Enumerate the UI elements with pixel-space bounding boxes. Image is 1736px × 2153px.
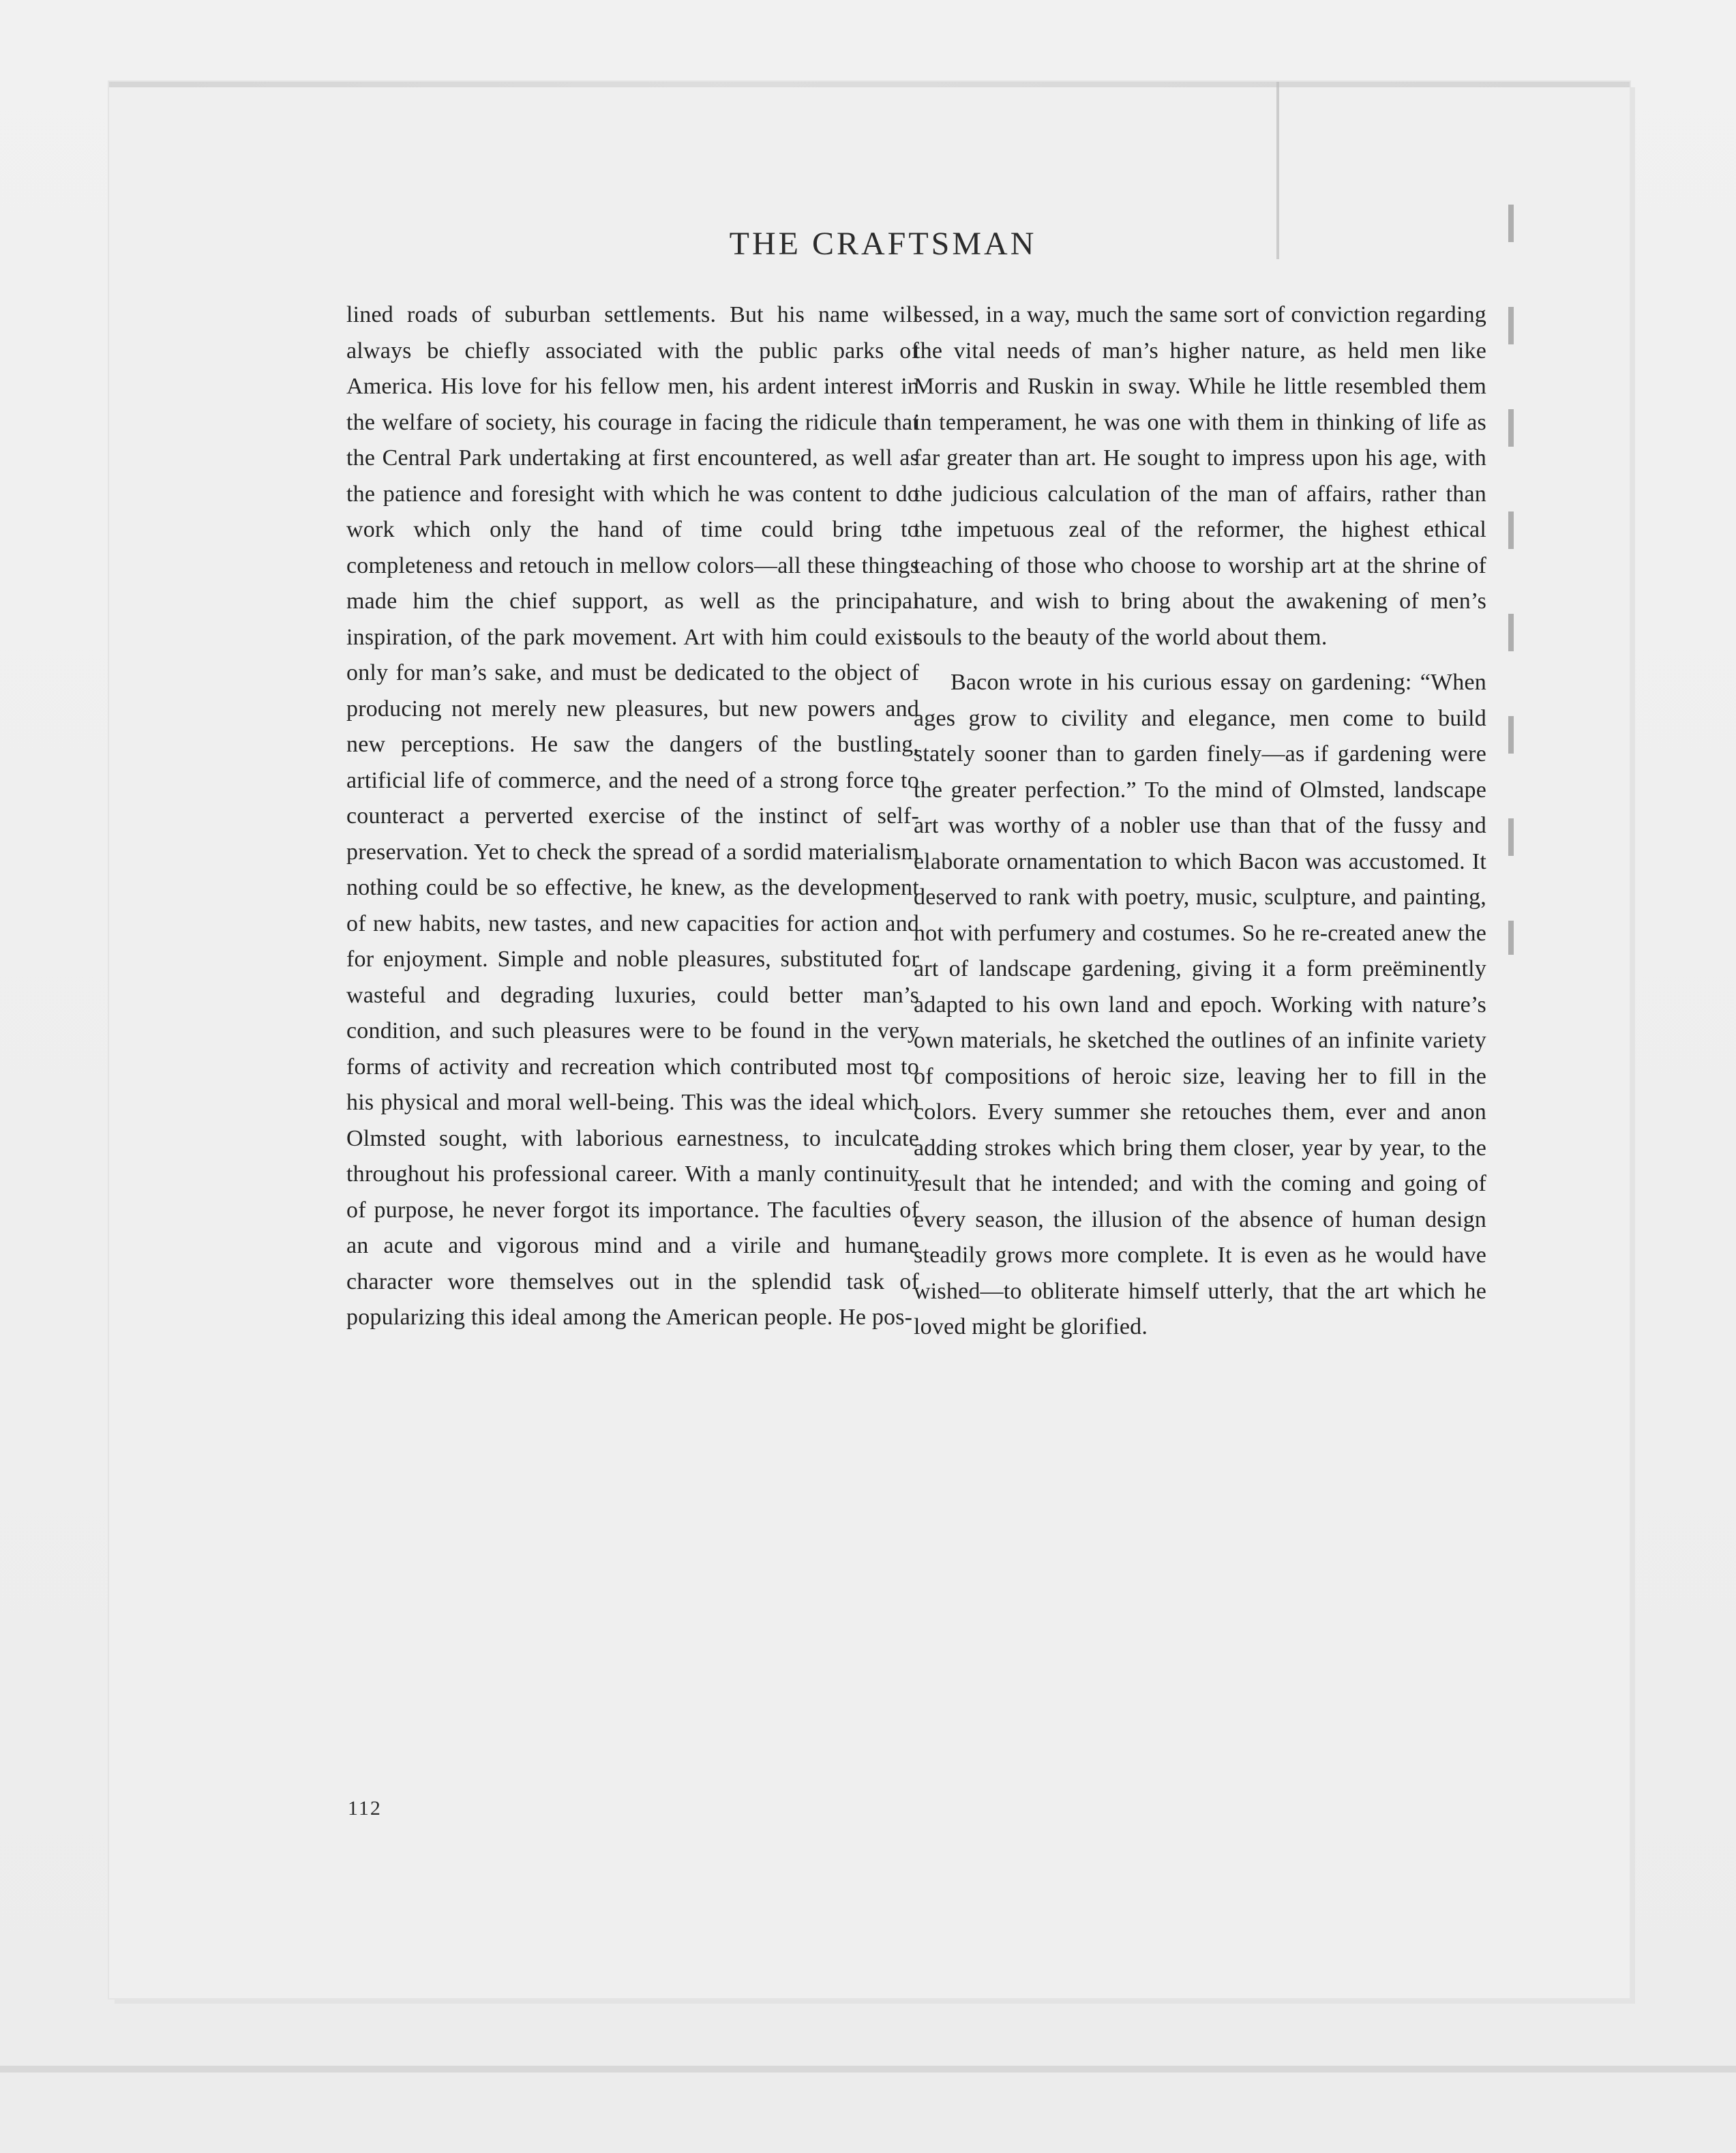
paper-crease <box>1276 82 1279 259</box>
edge-marks <box>1508 205 1514 955</box>
top-paper-edge <box>109 82 1630 87</box>
left-column <box>346 297 919 1736</box>
page-number: 112 <box>348 1797 382 1820</box>
running-head: THE CRAFTSMAN <box>729 226 1037 262</box>
right-column <box>914 297 1486 1736</box>
left-paragraph-1: lined roads of suburban settlements. But his name will always be chiefly associated with the public parks of America. His love for his fellow men, his ardent interest in the welfare of society, his courage in facing the ridicule that the Central Park undertaking at first encountered, as well as the patience and foresight with which he was content to do work which only the hand of time could bring to completeness and retouch in mellow colors—all these things made him the chief support, as well as the principal inspiration, of the park movement. Art with him could exist only for man’s sake, and must be dedicated to the object of producing not merely new pleasures, but new powers and new perceptions. He saw the dangers of the bustling, artificial life of commerce, and the need of a strong force to counteract a perverted exercise of the instinct of self-preservation. Yet to check the spread of a sordid materialism nothing could be so effective, he knew, as the development of new habits, new tastes, and new capacities for action and for enjoyment. Simple and noble pleasures, substituted for wasteful and degrading luxuries, could better man’s condition, and such pleasures were to be found in the very forms of activity and recreation which contributed most to his physical and moral well-being. This was the ideal which Olmsted sought, with laborious earnestness, to inculcate throughout his professional career. With a manly continuity of purpose, he never forgot its importance. The faculties of an acute and vigorous mind and a virile and humane character wore themselves out in the splendid task of popularizing this ideal among the American people. He pos- <box>346 302 919 1330</box>
bottom-scan-band <box>0 2066 1736 2073</box>
right-paragraph-1: sessed, in a way, much the same sort of conviction regarding the vital needs of man’s higher nature, as held men like Morris and Ruskin in sway. While he little resembled them in temperament, he was one with them in thinking of life as far greater than art. He sought to impress upon his age, with the judicious calculation of the man of affairs, rather than the impetuous zeal of the reformer, the highest ethical teaching of those who choose to worship art at the shrine of nature, and wish to bring about the awakening of men’s souls to the beauty of the world about them. <box>914 302 1486 650</box>
right-paragraph-2: Bacon wrote in his curious essay on gardening: “When ages grow to civility and elegance, men come to build stately sooner than to garden finely—as if gardening were the greater perfection.” To the mind of Olmsted, landscape art was worthy of a nobler use than that of the fussy and elaborate ornamentation to which Bacon was accustomed. It deserved to rank with poetry, music, sculpture, and painting, not with perfumery and costumes. So he re-created anew the art of landscape gardening, giving it a form preëminently adapted to his own land and epoch. Working with nature’s own materials, he sketched the outlines of an infinite variety of compositions of heroic size, leaving her to fill in the colors. Every summer she retouches them, ever and anon adding strokes which bring them closer, year by year, to the result that he intended; and with the coming and going of every season, the illusion of the absence of human design steadily grows more complete. It is even as he would have wished—to obliterate himself utterly, that the art which he loved might be glorified. <box>914 670 1486 1339</box>
